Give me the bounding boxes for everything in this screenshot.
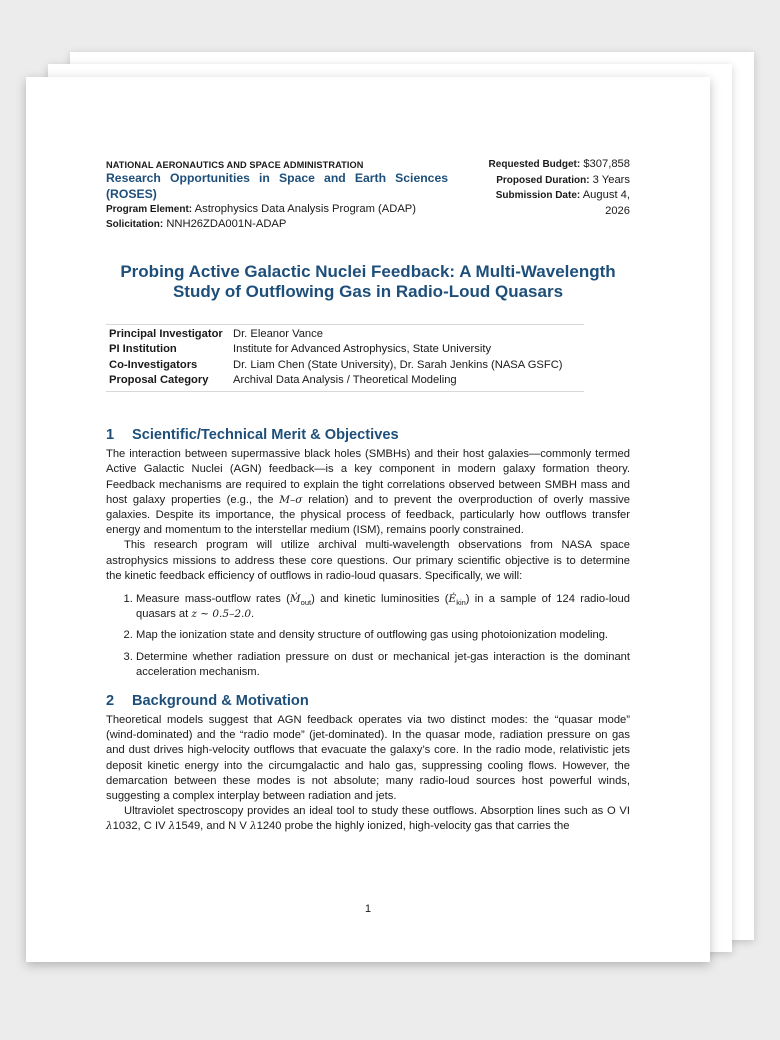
agency-name: NATIONAL AERONAUTICS AND SPACE ADMINISTRATION [106, 160, 364, 170]
text-run: 1240 probe the highly ionized, high-velocity gas that carries the [256, 820, 570, 833]
solicitation [106, 217, 448, 232]
text-run: relation) and to prevent the overproduction of overly massive galaxies. Despite its importance, the physical process of feedback, particularly how outflows transfer energy and momentum to the interstellar medium (ISM), remains poorly constrained. [106, 493, 630, 537]
proposal-info-table [106, 324, 584, 392]
info-key: Principal Investigator [109, 328, 223, 340]
math-inline: λ [106, 820, 113, 833]
program-element [106, 202, 448, 217]
section-number: 1 [106, 427, 115, 444]
list-item: 3. Determine whether radiation pressure on dust or mechanical jet-gas interaction is the dominant acceleration mechanism. [136, 650, 630, 680]
paragraph [106, 447, 630, 538]
text-run: . [251, 608, 255, 621]
program-element-value: Astrophysics Data Analysis Program (ADAP) [194, 203, 416, 215]
objectives-list [106, 592, 630, 680]
math-inline: Ṁ [289, 593, 301, 606]
proposal-header [106, 157, 630, 232]
list-item: 2. Map the ionization state and density structure of outflowing gas using photoionization modeling. [136, 628, 630, 643]
table-row [106, 325, 584, 343]
section-heading-1 [106, 426, 630, 444]
program-title: Research Opportunities in Space and Earth Sciences (ROSES) [106, 171, 448, 201]
paragraph: Theoretical models suggest that AGN feedback operates via two distinct modes: the “quasar mode” (wind-dominated) and the “radio mode” (jet-dominated). In the quasar mode, radiation pressure on gas and dust drives high-velocity outflows that evacuate the galaxy’s core. In the radio mode, relativistic jets deposit kinetic energy into the circumgalactic and halo gas, suppressing cooling flows. However, the demarcation between these modes is not absolute; many radio-loud sources host powerful winds, suggesting a complex interplay between radiation and jets. [106, 714, 630, 803]
duration-value: 3 Years [592, 173, 630, 186]
section-title: Background & Motivation [132, 693, 309, 710]
text-run: ) in a sample of 124 radio-loud quasars at [136, 593, 630, 621]
submission-label: Submission Date: [495, 190, 581, 202]
proposed-duration [470, 173, 630, 189]
submission-date [470, 188, 630, 219]
submission-value: August 4, 2026 [582, 189, 630, 217]
paragraph [106, 804, 630, 834]
page-number: 1 [364, 903, 372, 915]
text-run: Measure mass-outflow rates ( [136, 593, 290, 606]
info-key: Co-Investigators [109, 358, 198, 371]
text-run: Ultraviolet spectroscopy provides an ideal tool to study these outflows. Absorption lines such as O VI [124, 805, 630, 818]
info-value: Institute for Advanced Astrophysics, State University [233, 343, 492, 356]
document-page [26, 77, 710, 962]
table-row [106, 373, 584, 392]
math-inline: Ė [448, 593, 457, 606]
math-inline: λ [168, 820, 176, 833]
text-run: 1549, and N V [175, 820, 250, 833]
section-heading-2 [106, 692, 630, 710]
subscript: kin [456, 598, 466, 608]
program-element-label: Program Element: [106, 204, 193, 215]
budget-value: $307,858 [583, 158, 630, 170]
subscript: out [300, 598, 312, 608]
proposal-title: Probing Active Galactic Nuclei Feedback: A Multi-Wavelength Study of Outflowing Gas in Radio-Loud Quasars [120, 262, 616, 301]
page-content [106, 157, 630, 835]
info-value: Dr. Liam Chen (State University), Dr. Sarah Jenkins (NASA GSFC) [233, 358, 563, 371]
text-run: 1032, C IV [112, 820, 169, 833]
budget-label: Requested Budget: [488, 159, 581, 170]
table-row [106, 342, 584, 357]
requested-budget [470, 157, 630, 173]
math-inline: M–σ [279, 493, 303, 506]
paragraph: This research program will utilize archival multi-wavelength observations from NASA space astrophysics missions to address these core questions. Our primary scientific objective is to determine the kinetic feedback efficiency of outflows in radio-loud quasars. Specifically, we will: [106, 539, 630, 582]
math-inline: z ∼ 0.5–2.0 [191, 608, 252, 621]
duration-label: Proposed Duration: [496, 174, 590, 186]
solicitation-value: NNH26ZDA001N-ADAP [166, 218, 287, 230]
text-run: The interaction between supermassive black holes (SMBHs) and their host galaxies—commonly termed Active Galactic Nuclei (AGN) feedback—is a key component in modern galaxy formation theory. Feedback mechanisms are required to explain the tight correlations observed between SMBH mass and host galaxy properties (e.g., the [106, 448, 630, 506]
info-value: Archival Data Analysis / Theoretical Modeling [233, 373, 457, 386]
info-value: Dr. Eleanor Vance [233, 328, 323, 340]
table-row [106, 358, 584, 373]
solicitation-label: Solicitation: [106, 219, 164, 230]
header-right [470, 157, 630, 232]
math-inline: λ [249, 820, 257, 833]
section-title: Scientific/Technical Merit & Objectives [132, 427, 399, 444]
info-key: PI Institution [109, 343, 177, 356]
info-key: Proposal Category [109, 373, 209, 386]
header-left [106, 157, 448, 232]
text-run: ) and kinetic luminosities ( [311, 593, 449, 606]
list-item [136, 592, 630, 622]
section-number: 2 [106, 693, 115, 710]
